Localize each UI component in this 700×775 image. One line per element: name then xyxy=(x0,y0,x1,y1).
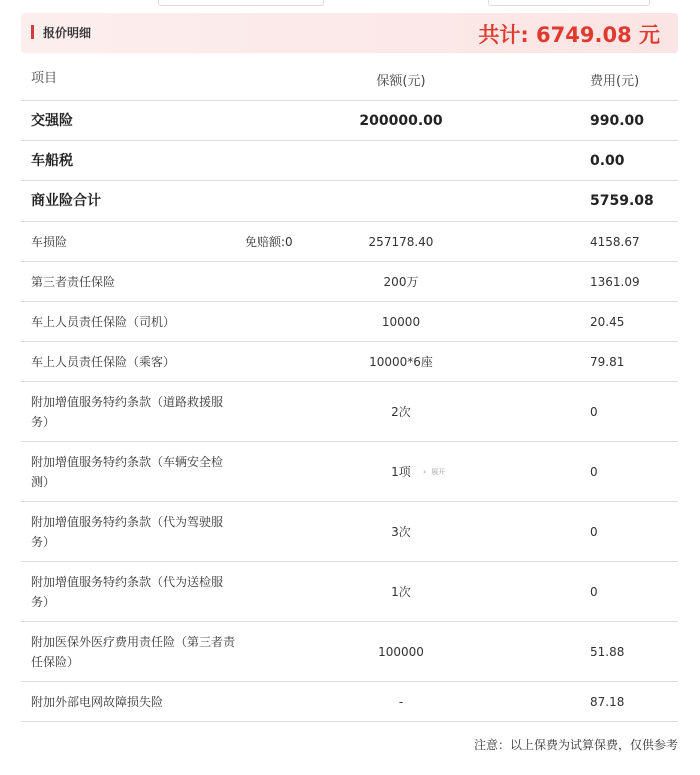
top-input-right[interactable] xyxy=(488,0,650,6)
row-deductible xyxy=(245,382,355,441)
row-deductible xyxy=(245,342,355,381)
row-fee: 79.81 xyxy=(590,354,625,369)
row-coverage-amount: 1项 xyxy=(391,465,411,479)
table-row xyxy=(21,442,678,502)
row-coverage-amount: - xyxy=(398,694,404,709)
table-row xyxy=(21,101,678,141)
row-coverage-amount: 1次 xyxy=(391,585,411,599)
row-fee: 0.00 xyxy=(590,152,625,169)
row-deductible xyxy=(245,302,355,341)
top-input-left[interactable] xyxy=(158,0,324,6)
table-row xyxy=(21,562,678,622)
table-row xyxy=(21,382,678,442)
row-fee: 20.45 xyxy=(590,314,625,329)
row-item-name: 附加增值服务特约条款（道路救援服务） xyxy=(31,394,224,429)
row-item-name: 商业险合计 xyxy=(31,193,101,209)
row-item-name: 附加增值服务特约条款（车辆安全检测） xyxy=(31,454,224,489)
row-fee: 87.18 xyxy=(590,694,625,709)
chevron-right-icon: › xyxy=(423,467,427,476)
row-item-name: 附加增值服务特约条款（代为送检服务） xyxy=(31,574,224,609)
row-coverage-amount xyxy=(341,141,461,180)
table-header-row xyxy=(21,58,678,101)
table-row xyxy=(21,302,678,342)
table-row xyxy=(21,181,678,222)
expand-toggle[interactable] xyxy=(423,442,445,501)
row-deductible xyxy=(245,262,355,301)
row-deductible xyxy=(245,101,355,140)
row-deductible xyxy=(245,622,355,681)
row-fee: 0 xyxy=(590,464,598,479)
column-header-fee: 费用(元) xyxy=(590,73,640,89)
header-title: 报价明细 xyxy=(43,26,92,40)
quote-table xyxy=(21,58,678,722)
row-coverage-amount: 200000.00 xyxy=(359,112,443,129)
row-coverage-amount: 10000*6座 xyxy=(369,355,433,369)
row-item-name: 交强险 xyxy=(31,112,73,129)
row-fee: 0 xyxy=(590,524,598,539)
row-coverage-amount: 257178.40 xyxy=(368,234,434,249)
row-coverage-amount: 10000 xyxy=(381,314,421,329)
row-coverage-amount xyxy=(341,181,461,221)
quote-header xyxy=(21,13,678,53)
row-item-name: 车船税 xyxy=(31,152,73,169)
table-row xyxy=(21,622,678,682)
row-coverage-amount: 100000 xyxy=(378,644,424,659)
row-fee: 4158.67 xyxy=(590,234,640,249)
row-item-name: 第三者责任保险 xyxy=(31,274,116,289)
table-row xyxy=(21,342,678,382)
row-coverage-amount: 3次 xyxy=(391,525,411,539)
row-item-name: 附加医保外医疗费用责任险（第三者责任保险） xyxy=(31,634,236,669)
table-row xyxy=(21,262,678,302)
row-deductible xyxy=(245,502,355,561)
row-item-name: 车损险 xyxy=(31,234,68,249)
row-deductible xyxy=(245,141,355,180)
row-fee: 0 xyxy=(590,404,598,419)
row-coverage-amount: 2次 xyxy=(391,405,411,419)
row-item-name: 附加增值服务特约条款（代为驾驶服务） xyxy=(31,514,224,549)
row-item-name: 附加外部电网故障损失险 xyxy=(31,694,164,709)
row-deductible xyxy=(245,442,355,501)
row-deductible xyxy=(245,682,355,721)
row-fee: 51.88 xyxy=(590,644,625,659)
table-row xyxy=(21,222,678,262)
row-fee: 0 xyxy=(590,584,598,599)
column-header-amount: 保额(元) xyxy=(376,73,426,89)
row-deductible xyxy=(245,562,355,621)
table-row xyxy=(21,502,678,562)
header-accent-bar xyxy=(31,25,34,39)
row-fee: 1361.09 xyxy=(590,274,640,289)
column-header-item: 项目 xyxy=(31,71,58,86)
row-coverage-amount: 200万 xyxy=(383,275,419,289)
row-item-name: 车上人员责任保险（乘客） xyxy=(31,354,176,369)
row-item-name: 车上人员责任保险（司机） xyxy=(31,314,176,329)
row-fee: 990.00 xyxy=(590,112,645,129)
total-amount: 共计: 6749.08 元 xyxy=(478,23,660,47)
expand-label: 展开 xyxy=(431,467,446,476)
table-row xyxy=(21,682,678,722)
table-row xyxy=(21,141,678,181)
disclaimer-note: 注意：以上保费为试算保费，仅供参考 xyxy=(473,738,678,752)
row-deductible: 免赔额:0 xyxy=(245,235,293,249)
row-fee: 5759.08 xyxy=(590,193,654,209)
row-deductible xyxy=(245,181,355,221)
